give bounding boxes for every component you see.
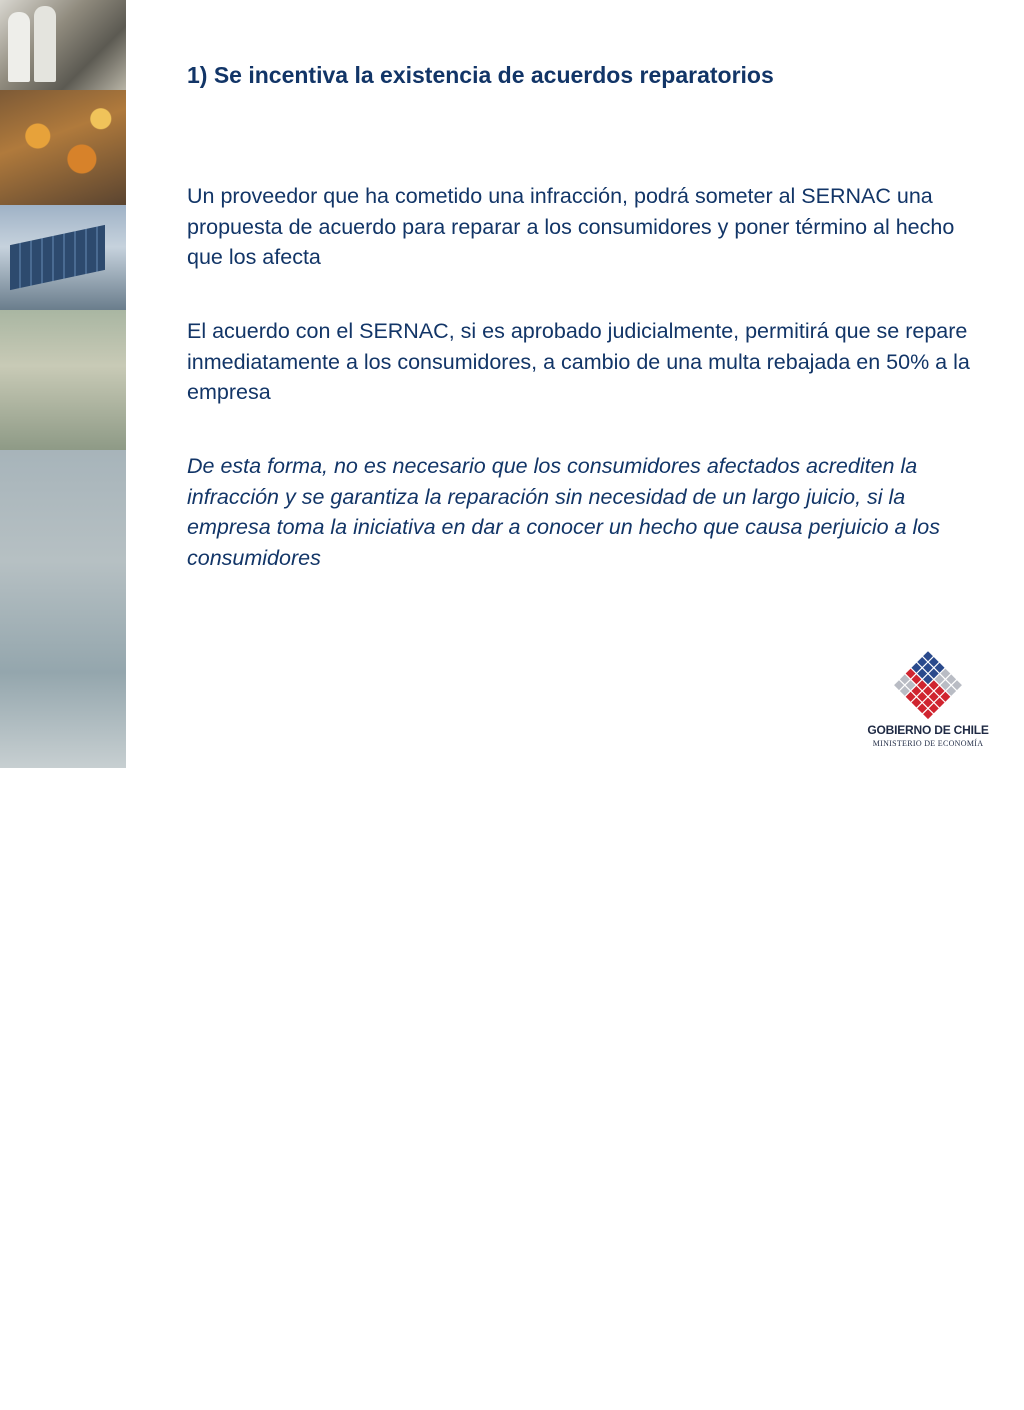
logo-subtitle: MINISTERIO DE ECONOMÍA (872, 739, 984, 748)
sidebar-banner (0, 0, 126, 1410)
logo-mark-icon (888, 650, 968, 722)
photo-solar-panels (0, 205, 126, 310)
photo-fruit (0, 90, 126, 205)
sidebar-line: TURISMO REGULACION TURISMO (62, 922, 95, 1410)
sidebar-words (0, 642, 126, 1410)
paragraph-italic: De esta forma, no es necesario que los consumidores afectados acrediten la infracción y se garantiza la reparación sin necesidad de un largo juicio, si la empresa toma la iniciativa en dar a conocer un hecho que causa perjuicio a los consumidores (187, 454, 940, 570)
photo-laboratory (0, 0, 126, 90)
sidebar-line: INNOVACIONPYMESINNOVACION (1, 932, 33, 1410)
photo-fields (0, 310, 126, 450)
gobierno-de-chile-logo (858, 650, 998, 755)
paragraph: El acuerdo con el SERNAC, si es aprobado judicialmente, permitirá que se repare inmediatamente a los consumidores, a cambio de una multa rebajada en 50% a la empresa (187, 319, 970, 404)
slide-title: 1) Se incentiva la existencia de acuerdos reparatorios (187, 62, 774, 88)
sidebar-line: PESCA Y ACUICULTURA PESCA Y (92, 932, 125, 1410)
paragraph: Un proveedor que ha cometido una infracción, podrá someter al SERNAC una propuesta de acuerdo para reparar a los consumidores y poner término al hecho que los afecta (187, 184, 955, 269)
logo-name: GOBIERNO DE CHILE (867, 723, 989, 737)
sidebar-line: ESTRATEGIA DIGITAL ESTRATEGIA (31, 900, 64, 1410)
